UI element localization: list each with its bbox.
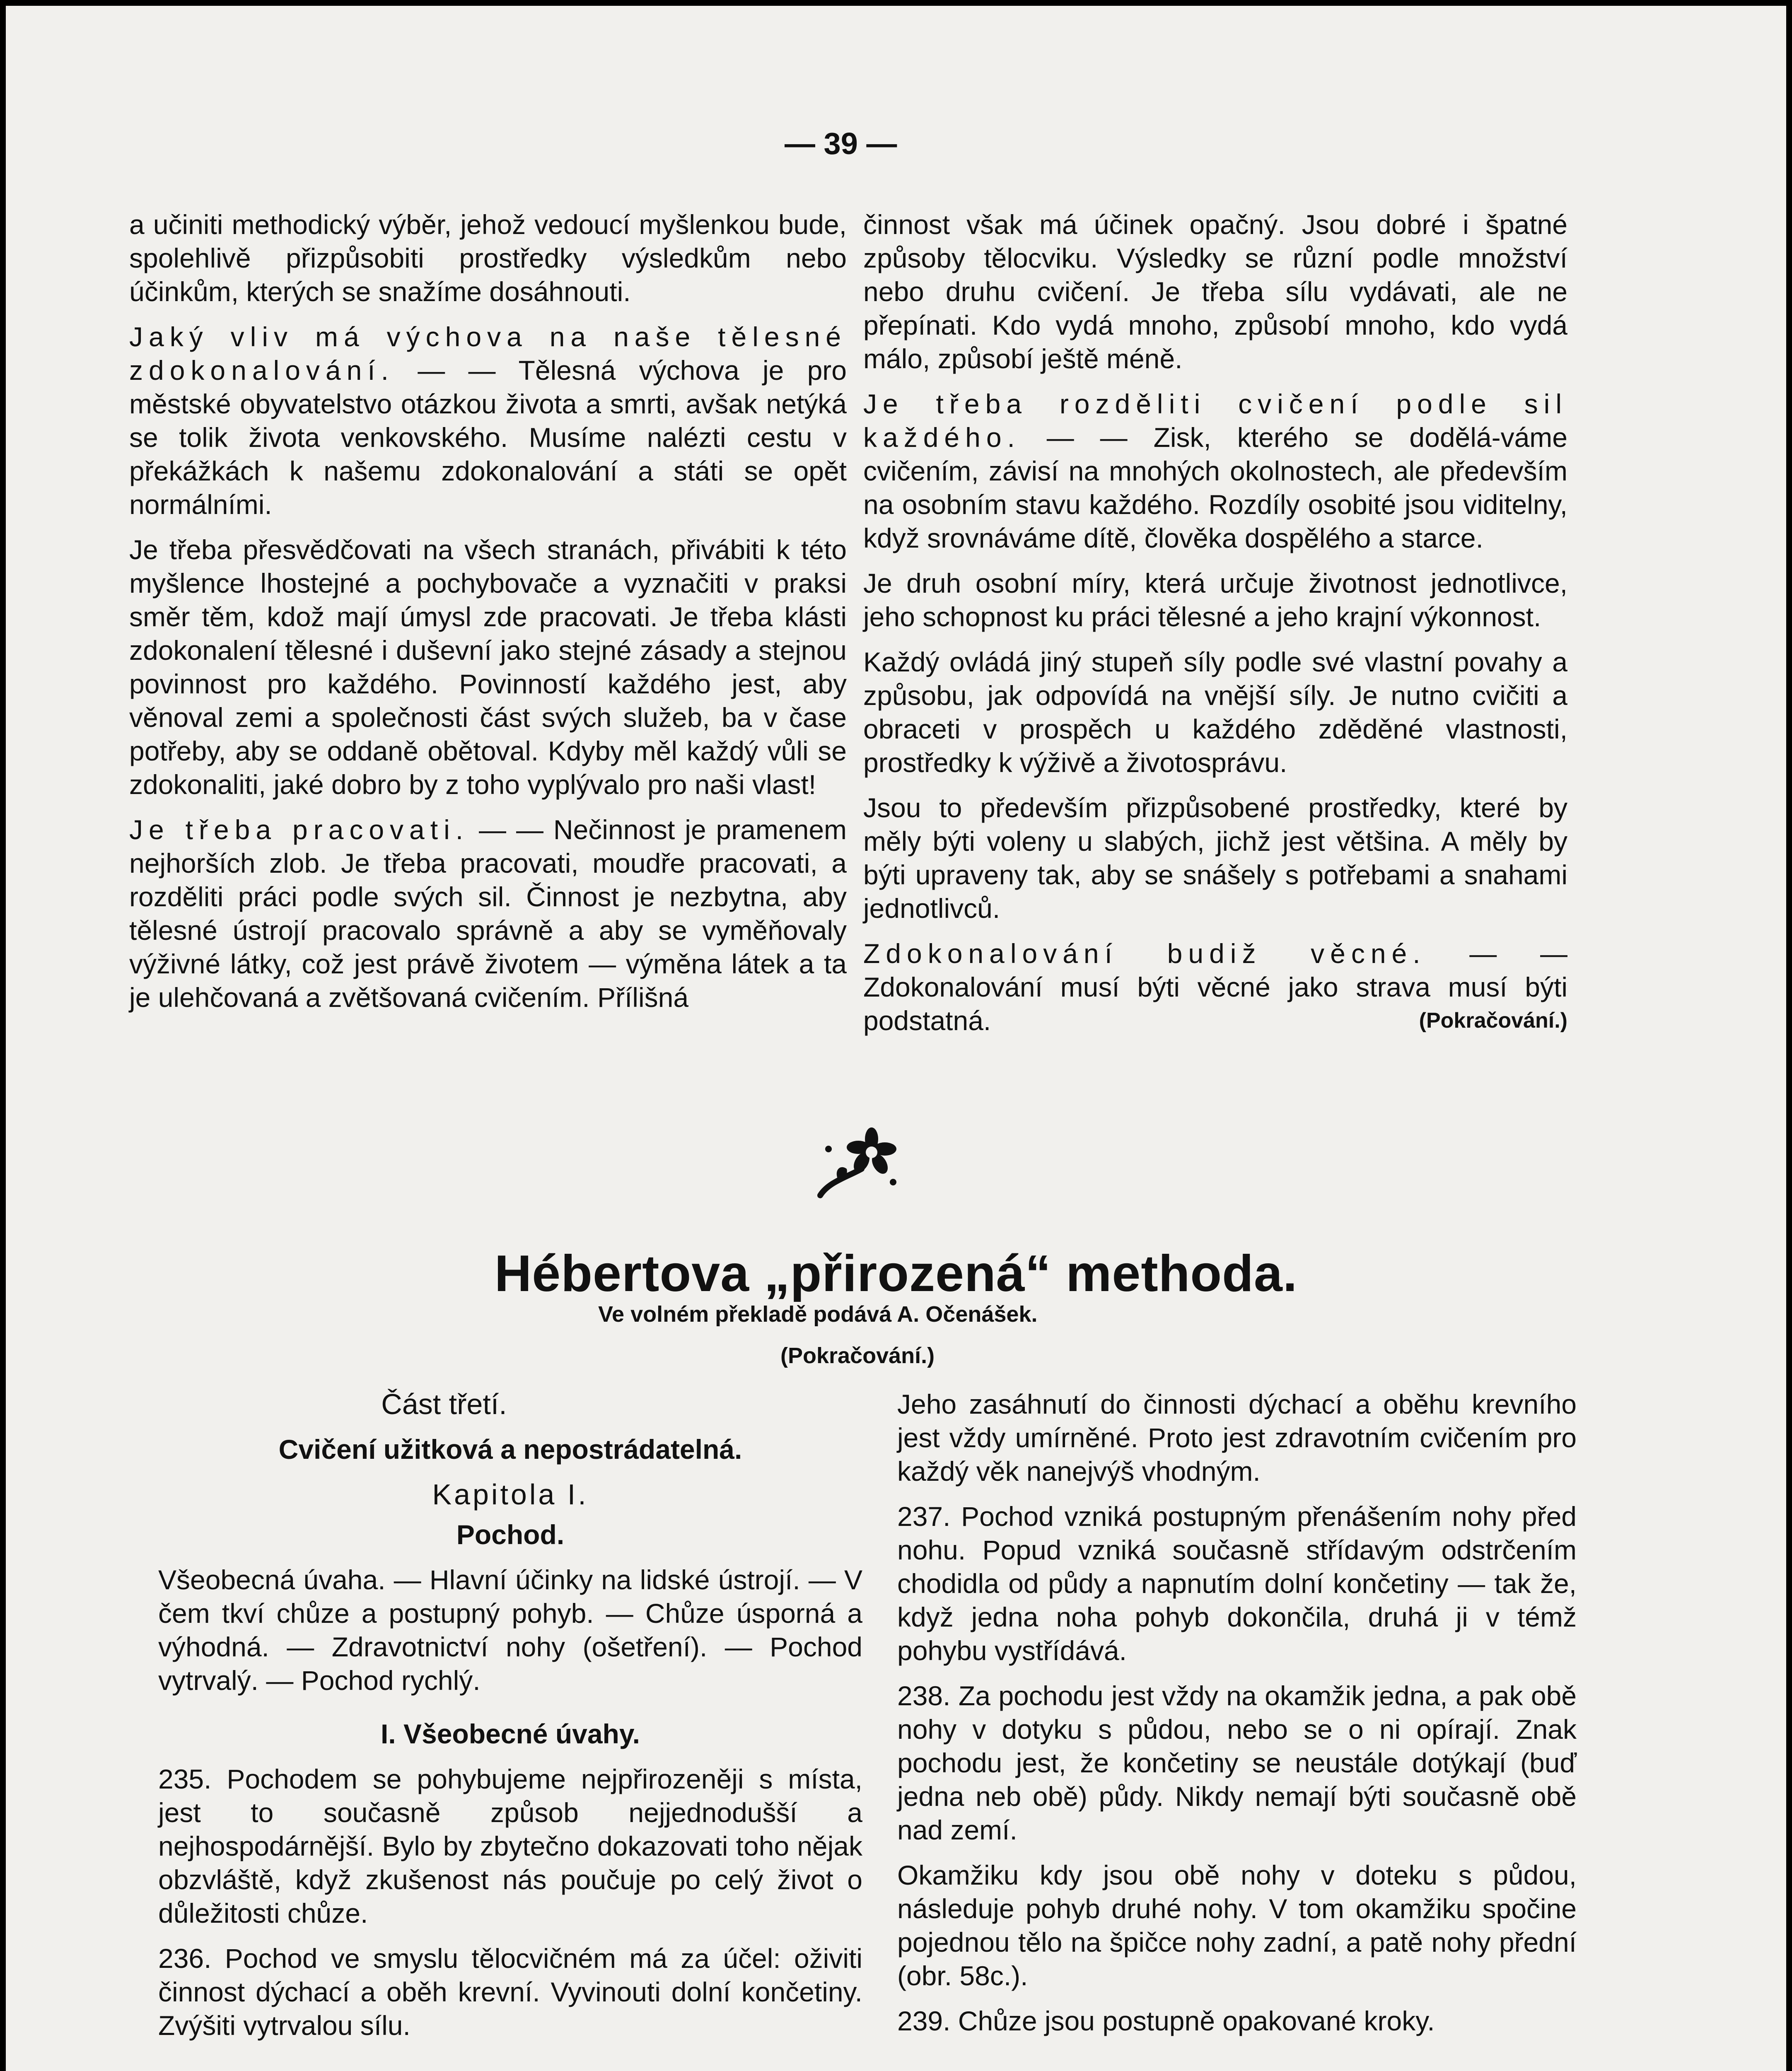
continued-note: (Pokračování.) [1419, 1009, 1567, 1033]
bottom-right-column [897, 1388, 1577, 2038]
chapter-summary: Všeobecná úvaha. — Hlavní účinky na lidské ústrojí. — V čem tkví chůze a postupný pohyb. — Chůze úsporná a výhodná. — Zdravotnictví nohy (ošetření). — Pochod vytrvalý. — Pochod rychlý. [158, 1564, 862, 1696]
part-title: Cvičení užitková a nepostrádatelná. [278, 1434, 742, 1465]
paragraph: Je třeba přesvědčovati na všech stranách, přivábiti k této myšlence lhostejné a pochybovače a vyznačiti v praksi směr těm, kdož mají úmysl zde pracovati. Je třeba klásti zdokonalení tělesné i duševní jako stejné zásady a stejnou povinnost pro každého. Povinností každého jest, aby věnoval zemi a společnosti část svých služeb, ba v čase potřeby, aby se oddaně obětoval. Kdyby měl každý vůli se zdokonaliti, jaké dobro by z toho vyplývalo pro naši vlast! [129, 534, 847, 800]
paragraph: Je třeba pracovati. — — Nečinnost je pramenem nejhorších zlob. Je třeba pracovati, moudře pracovati, a rozděliti práci podle svých sil. Činnost je nezbytna, aby tělesné ústrojí pracovalo správně a aby se vyměňovaly výživné látky, což jest právě životem — výměna látek a ta je ulehčovaná a zvětšovaná cvičením. Přílišná [129, 814, 847, 1013]
top-left-column [129, 208, 847, 1014]
spaced-heading: Je třeba pracovati. [129, 814, 469, 845]
article-title: Hébertova „přirozená“ methoda. [494, 1245, 1298, 1302]
paragraph: 237. Pochod vzniká postupným přenášením nohy před nohu. Popud vzniká současně střídavým odstrčením chodidla od půdy a napnutím dolní končetiny — tak že, když jedna noha pohyb dokončila, druhá ji v témž pohybu vystřídává. [897, 1501, 1577, 1666]
paragraph: Je třeba rozděliti cvičení podle sil každého. — — Zisk, kterého se dodělá-váme cvičením, závisí na mnohých okolnostech, ale především na osobním stavu každého. Rozdíly osobité jsou viditelny, když srovnáváme dítě, člověka dospělého a starce. [863, 389, 1567, 553]
paragraph: 238. Za pochodu jest vždy na okamžik jedna, a pak obě nohy v dotyku s půdou, nebo se o ni opírají. Znak pochodu jest, že končetiny se neustále dotýkají (buď jedna neb obě) půdy. Nikdy nemají býti současně obě nad zemí. [897, 1680, 1577, 1845]
spaced-heading: Zdokonalování budiž věcné. [863, 938, 1426, 969]
scanned-page [6, 6, 1786, 2071]
chapter-title: Pochod. [456, 1519, 565, 1550]
paragraph: 236. Pochod ve smyslu tělocvičném má za účel: oživiti činnost dýchací a oběh krevní. Vyvinouti dolní končetiny. Zvýšiti vytrvalou sílu. [158, 1943, 862, 2041]
spaced-heading: Jaký vliv má výchova na naše tělesné zdokonalování. [129, 321, 847, 386]
bottom-left-column [158, 1388, 862, 2042]
paragraph: a učiniti methodický výběr, jehož vedoucí myšlenkou bude, spolehlivě přizpůsobiti prostředky výsledkům nebo účinkům, kterých se snažíme dosáhnouti. [129, 209, 847, 307]
paragraph: Jsou to především přizpůsobené prostředky, které by měly býti voleny u slabých, jichž jest většina. A měly by býti upraveny tak, aby se snášely s potřebami a snahami jednotlivců. [863, 792, 1567, 924]
section-heading: I. Všeobecné úvahy. [380, 1719, 640, 1749]
spaced-heading: Je třeba rozděliti cvičení podle sil každého. [863, 389, 1567, 453]
paragraph: 235. Pochodem se pohybujeme nejpřirozeněji s místa, jest to současně způsob nejjednodušší a nejhospodárnější. Bylo by zbytečno dokazovati toho nějak obzvláště, když zkušenost nás poučuje po celý život o důležitosti chůze. [158, 1764, 862, 1929]
paragraph: 239. Chůze jsou postupně opakované kroky. [897, 2006, 1435, 2036]
page-number: — 39 — [785, 126, 897, 161]
paragraph: Okamžiku kdy jsou obě nohy v doteku s půdou, následuje pohyb druhé nohy. V tom okamžiku spočine pojednou tělo na špičce nohy zadní, a patě nohy přední (obr. 58c.). [897, 1860, 1577, 1991]
part-heading: Část třetí. [381, 1388, 507, 1420]
chapter-heading: Kapitola I. [432, 1478, 589, 1511]
translator-line: Ve volném překladě podává A. Očenášek. [598, 1302, 1038, 1327]
paragraph: Je druh osobní míry, která určuje životnost jednotlivce, jeho schopnost ku práci tělesné a jeho krajní výkonnost. [863, 568, 1567, 632]
paragraph: činnost však má účinek opačný. Jsou dobré i špatné způsoby tělocviku. Výsledky se různí podle množství nebo druhu cvičení. Je třeba sílu vydávati, ale ne přepínati. Kdo vydá mnoho, způsobí mnoho, kdo vydá málo, způsobí ještě méně. [863, 209, 1567, 374]
top-right-column [863, 208, 1567, 1038]
paragraph: Zdokonalování budiž věcné. — — Zdokonalování musí býti věcné jako strava musí býti podstatná. (Pokračování.) [863, 937, 1567, 1038]
paragraph: Jeho zasáhnutí do činnosti dýchací a oběhu krevního jest vždy umírněné. Proto jest zdravotním cvičením pro každý věk nanejvýš vhodným. [897, 1389, 1577, 1487]
article-continued-note: (Pokračování.) [780, 1343, 935, 1368]
flower-ornament-icon [814, 1124, 905, 1207]
paragraph: Jaký vliv má výchova na naše tělesné zdokonalování. — — Tělesná výchova je pro městské obyvatelstvo otázkou života a smrti, avšak netýká se tolik života venkovského. Musíme nalézti cestu v překážkách k našemu zdokonalování a státi se opět normálními. [129, 321, 847, 520]
paragraph: Každý ovládá jiný stupeň síly podle své vlastní povahy a způsobu, jak odpovídá na vnější síly. Je nutno cvičiti a obraceti v prospěch u každého zděděné vlastnosti, prostředky k výživě a životosprávu. [863, 647, 1567, 778]
